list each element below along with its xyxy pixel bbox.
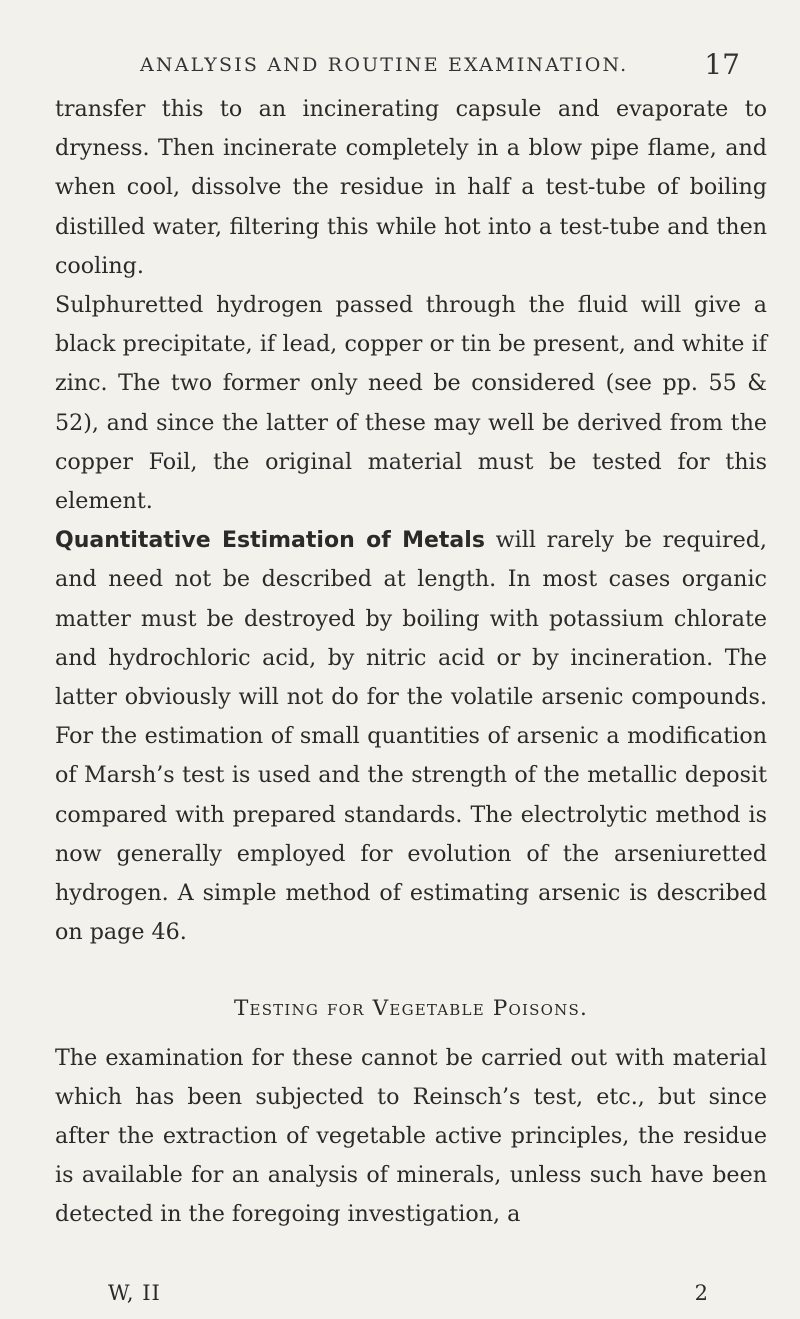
- running-title: ANALYSIS AND ROUTINE EXAMINATION.: [140, 54, 629, 76]
- page-footer: [108, 1281, 708, 1313]
- sheet-number: 2: [694, 1281, 708, 1305]
- body-text: [55, 90, 767, 1235]
- paragraph-quantitative-text: will rarely be required, and need not be described at length. In most cases organic matter must be destroyed by boiling with potassium chlorate and hydrochloric acid, by nitric acid or by incineration. The latter obviously will not do for the volatile arsenic compounds. For the estimation of small quantities of arsenic a modification of Marsh’s test is used and the strength of the metallic deposit compared with prepared standards. The electrolytic method is now generally employed for evolution of the arseniuretted hydrogen. A simple method of estimating arsenic is described on page 46.: [55, 527, 767, 946]
- paragraph-sulphuretted-hydrogen: Sulphuretted hydrogen passed through the fluid will give a black precipitate, if lead, copper or tin be present, and white if zinc. The two former only need be considered (see pp. 55 & 52), and since the latter of these may well be derived from the copper Foil, the original material must be tested for this element.: [55, 292, 767, 515]
- paragraph-continuation: transfer this to an incinerating capsule and evaporate to dryness. Then incinerate completely in a blow pipe flame, and when cool, dissolve the residue in half a test-tube of boiling distilled water, filtering this while hot into a test-tube and then cooling.: [55, 96, 767, 279]
- printer-signature: W, II: [108, 1281, 161, 1305]
- page-number: 17: [704, 48, 740, 81]
- paragraph-vegetable-poisons: The examination for these cannot be carried out with material which has been subjected to Reinsch’s test, etc., but since after the extraction of vegetable active principles, the residue is available for an analysis of minerals, unless such have been detected in the foregoing investigation, a: [55, 1044, 767, 1228]
- inline-heading-quantitative-estimation: Quantitative Estimation of Metals: [55, 528, 485, 554]
- paragraph-quantitative-estimation: [55, 521, 767, 952]
- running-head: [140, 48, 740, 88]
- section-heading-vegetable-poisons: Testing for Vegetable Poisons.: [234, 996, 588, 1022]
